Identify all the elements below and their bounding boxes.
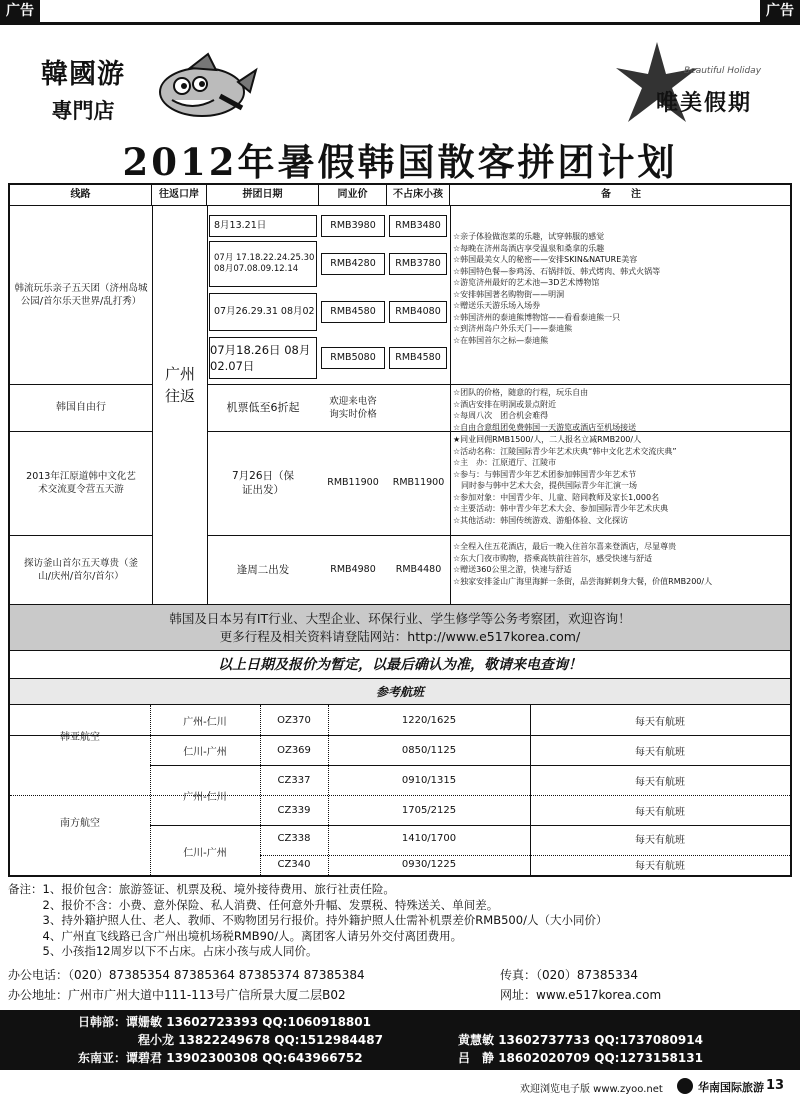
note-line: ☆参与：与韩国青少年艺术团参加韩国青少年艺术节 xyxy=(453,469,637,479)
flight-frequency: 每天有航班 xyxy=(635,776,685,788)
staff-row-5: 吕 静 18602020709 QQ:1273158131 xyxy=(458,1051,703,1065)
logo-right-text: 唯美假期 xyxy=(656,91,753,116)
banner-line-2[interactable]: 更多行程及相关资料请登陆网站：http://www.e517korea.com/ xyxy=(219,629,581,644)
flight-frequency: 每天有航班 xyxy=(635,806,685,818)
note-line: ☆其他活动：韩国传统游戏、游船体验、文化探访 xyxy=(453,515,629,525)
business-travel-banner xyxy=(10,604,790,651)
footer-text: 欢迎浏览电子版 www.zyoo.net xyxy=(520,1084,663,1095)
slot-3-date: 07月26.29.31 08月02 xyxy=(209,293,317,331)
note-line: ☆游览济州最好的艺术池—3D艺术博物馆 xyxy=(453,278,600,287)
slot-1-child-price: RMB3480 xyxy=(389,215,447,237)
note-line: ☆全程入住五花酒店，最后一晚入住首尔喜来登酒店，尽显尊贵 xyxy=(453,542,677,551)
col-header-route: 线路 xyxy=(10,185,152,205)
note-line: ☆酒店安排在明洞或景点附近 xyxy=(453,399,557,409)
note-line: ☆在韩国首尔之标—泰迪熊 xyxy=(453,335,549,345)
slot-4-date: 07月18.26日 08月02.07日 xyxy=(209,337,317,379)
slot-2 xyxy=(209,241,447,289)
free-travel-price: 欢迎来电咨询实时价格 xyxy=(329,396,377,420)
flight-route-4: 仁川-广州 xyxy=(183,847,227,859)
flight-number: CZ338 xyxy=(277,832,311,844)
slot-1-date: 8月13.21日 xyxy=(209,215,317,237)
busan-seoul-child-price: RMB4480 xyxy=(395,564,442,575)
flight-frequency: 每天有航班 xyxy=(635,746,685,758)
flight-time: 1220/1625 xyxy=(401,714,457,726)
slot-2-child-price: RMB3780 xyxy=(389,253,447,275)
logo-script: Beautiful Holiday xyxy=(684,66,762,76)
flight-route-2: 仁川-广州 xyxy=(183,746,227,758)
note-line: ☆独家安排釜山广海里海鲜一条街，品尝海鲜刺身大餐，价值RMB200/人 xyxy=(453,576,713,586)
fax-label: 传真： xyxy=(500,968,537,982)
slot-4-child-price: RMB4580 xyxy=(389,347,447,369)
korea-tour-logo xyxy=(18,52,148,125)
note-line: ☆每晚在济州岛酒店享受温泉和桑拿的乐趣 xyxy=(453,243,605,253)
note-line: ☆赠送乐天游乐场入场券 xyxy=(453,301,541,310)
logo-main-text: 韓國游 xyxy=(41,59,125,90)
remark-line: 备注：1、报价包含：旅游签证、机票及税、境外接待费用、旅行社责任险。 xyxy=(8,882,395,896)
staff-row-4: 黄慧敏 13602737733 QQ:1737080914 xyxy=(458,1033,703,1047)
flight-time: 1410/1700 xyxy=(401,832,457,844)
port-guangzhou: 广州往返 xyxy=(165,365,196,405)
slot-3 xyxy=(209,293,447,333)
price-notice: 以上日期及报价为暂定，以最后确认为准，敬请来电查询！ xyxy=(10,651,790,679)
col-header-notes: 备 注 xyxy=(601,189,641,200)
route-free-travel: 韩国自由行 xyxy=(56,402,106,413)
page-title: 2012年暑假韩国散客拼团计划 xyxy=(122,140,678,184)
summer-camp-date: 7月26日（保证出发） xyxy=(231,470,295,496)
address-label: 办公地址： xyxy=(8,988,69,1002)
note-line: ☆到济州岛户外乐天门——泰迪熊 xyxy=(453,324,573,333)
slot-2-price: RMB4280 xyxy=(321,253,385,275)
tour-table xyxy=(8,183,792,877)
col-header-child: 不占床小孩 xyxy=(387,185,450,205)
fax xyxy=(500,966,638,983)
office-phone xyxy=(8,966,365,983)
summer-camp-child-price: RMB11900 xyxy=(392,477,445,488)
staff-row-2: 程小龙 13822249678 QQ:1512984487 xyxy=(138,1033,383,1047)
flight-frequency: 每天有航班 xyxy=(635,860,685,872)
note-line: ☆安排韩国著名购物街——明洞 xyxy=(453,289,565,299)
free-travel-date: 机票低至6折起 xyxy=(226,401,300,414)
notes-summer-camp xyxy=(453,434,789,534)
note-line: 同时参与韩中艺术大会，提供国际青少年汇演一场 xyxy=(453,481,637,490)
flight-time: 0910/1315 xyxy=(401,774,457,786)
address-value: 广州市广州大道中111-113号广信所景大厦二层B02 xyxy=(68,988,346,1002)
route-family-tour: 韩流玩乐亲子五天团（济州岛城公园/首尔乐天世界/乱打秀） xyxy=(14,282,148,307)
ad-label-right: 广告 xyxy=(760,0,800,22)
notes-family-tour xyxy=(453,231,789,381)
slot-3-child-price: RMB4080 xyxy=(389,301,447,323)
flight-number: CZ340 xyxy=(277,858,311,870)
slot-3-price: RMB4580 xyxy=(321,301,385,323)
flight-number: CZ339 xyxy=(277,804,311,816)
office-address xyxy=(8,986,346,1003)
route-summer-camp: 2013年江原道韩中文化艺术交流夏令营五天游 xyxy=(26,471,136,495)
website xyxy=(500,986,661,1003)
website-link[interactable]: www.e517korea.com xyxy=(536,988,662,1002)
col-header-date: 拼团日期 xyxy=(207,185,319,205)
logo-sub-text: 專門店 xyxy=(51,98,115,123)
flight-number: CZ337 xyxy=(277,774,311,786)
weimei-holiday-logo xyxy=(612,38,792,128)
slot-4 xyxy=(209,337,447,381)
slot-4-price: RMB5080 xyxy=(321,347,385,369)
airline-china-southern: 南方航空 xyxy=(60,817,100,829)
footer-brand: 华南国际旅游 xyxy=(698,1081,764,1094)
staff-row-1: 日韩部：谭姗敏 13602723393 QQ:1060918801 xyxy=(78,1015,371,1029)
slot-1-price: RMB3980 xyxy=(321,215,385,237)
note-line: ☆主 办：江原道厅、江陵市 xyxy=(453,458,557,467)
brand-icon xyxy=(676,1077,694,1095)
flight-route-1: 广州-仁川 xyxy=(183,716,227,728)
note-line: ☆每周八次 团合机会难得 xyxy=(453,411,549,420)
summer-camp-price: RMB11900 xyxy=(327,477,379,488)
note-line: ☆参加对象：中国青少年、儿童、陪同教师及家长1,000名 xyxy=(453,492,660,502)
note-line: ☆韩国最美女人的秘密——安排SKIN&NATURE美容 xyxy=(453,255,638,264)
flight-route-3: 广州-仁川 xyxy=(183,791,227,803)
page-footer xyxy=(0,1072,800,1100)
cartoon-plane-icon xyxy=(150,52,260,122)
notes-busan-seoul xyxy=(453,541,789,601)
flight-number: OZ369 xyxy=(277,744,311,756)
page-number: 13 xyxy=(766,1078,785,1093)
note-line: ☆赠送360公里之游，快速与舒适 xyxy=(453,565,572,574)
route-busan-seoul: 探访釜山首尔五天尊贵（釜山/庆州/首尔/首尔） xyxy=(23,558,138,582)
flight-time: 0850/1125 xyxy=(401,744,457,756)
busan-seoul-date: 逢周二出发 xyxy=(236,564,290,576)
remark-line: 5、小孩指12周岁以下不占床。占床小孩与成人同价。 xyxy=(8,944,318,958)
airline-asiana: 韩亚航空 xyxy=(60,731,100,743)
remark-line: 2、报价不含：小费、意外保险、私人消费、任何意外升幅、发票税、特殊送关、单间差。 xyxy=(8,897,499,912)
col-header-price: 同业价 xyxy=(319,185,387,205)
note-line: ☆韩国特色餐—参鸡汤、石锅拌饭、韩式烤肉、韩式火锅等 xyxy=(453,266,661,276)
slot-2-date: 07月 17.18.22.24.25.30 08月07.08.09.12.14 xyxy=(209,241,317,287)
remarks xyxy=(8,882,788,960)
remark-line: 4、广州直飞线路已含广州出境机场税RMB90/人。离团客人请另外交付离团费用。 xyxy=(8,928,463,943)
website-label: 网址： xyxy=(500,988,537,1002)
header-divider xyxy=(10,205,790,206)
office-phone-label: 办公电话： xyxy=(8,968,69,982)
flight-time: 1705/2125 xyxy=(401,804,457,816)
col-header-port: 往返口岸 xyxy=(152,185,207,205)
note-line: ☆活动名称：江陵国际青少年艺术庆典“韩中文化艺术交流庆典” xyxy=(453,446,677,456)
note-line: ☆主要活动：韩中青少年艺术大会、参加国际青少年艺术庆典 xyxy=(453,504,669,513)
note-line: ☆东大门夜市购物，搭乘高铁前往首尔，感受快速与舒适 xyxy=(453,553,653,563)
office-phone-value: （020）87385354 87385364 87385374 87385384 xyxy=(68,968,365,982)
staff-row-3: 东南亚：谭碧君 13902300308 QQ:643966752 xyxy=(78,1051,363,1065)
flight-frequency: 每天有航班 xyxy=(635,716,685,728)
slot-1 xyxy=(209,215,447,239)
note-line: ★同业回佣RMB1500/人，二人报名立减RMB200/人 xyxy=(453,435,642,444)
note-line: ☆韩国济州的泰迪熊博物馆——看看泰迪熊一只 xyxy=(453,312,621,322)
flight-section-title: 参考航班 xyxy=(10,679,790,705)
note-line: ☆自由合意组团免费韩国一天游览或酒店至机场接送 xyxy=(453,422,637,431)
banner-line-1: 韩国及日本另有IT行业、大型企业、环保行业、学生修学等公务考察团，欢迎咨询！ xyxy=(169,611,631,626)
remark-line: 3、持外籍护照人仕、老人、教师、不购物团另行报价。持外籍护照人仕需补机票差价RMB500/人（大小同价） xyxy=(8,913,608,927)
note-line: ☆团队的价格，随意的行程，玩乐自由 xyxy=(453,388,589,397)
staff-contacts xyxy=(0,1010,800,1070)
busan-seoul-price: RMB4980 xyxy=(330,564,376,575)
fax-value: （020）87385334 xyxy=(536,968,638,982)
flight-number: OZ370 xyxy=(277,714,311,726)
notes-free-travel xyxy=(453,387,789,431)
flight-time: 0930/1225 xyxy=(401,858,457,870)
top-rule xyxy=(0,22,800,25)
ad-label-left: 广告 xyxy=(0,0,40,22)
flight-frequency: 每天有航班 xyxy=(635,834,685,846)
note-line: ☆亲子体验做泡菜的乐趣，试穿韩服的感觉 xyxy=(453,232,605,241)
